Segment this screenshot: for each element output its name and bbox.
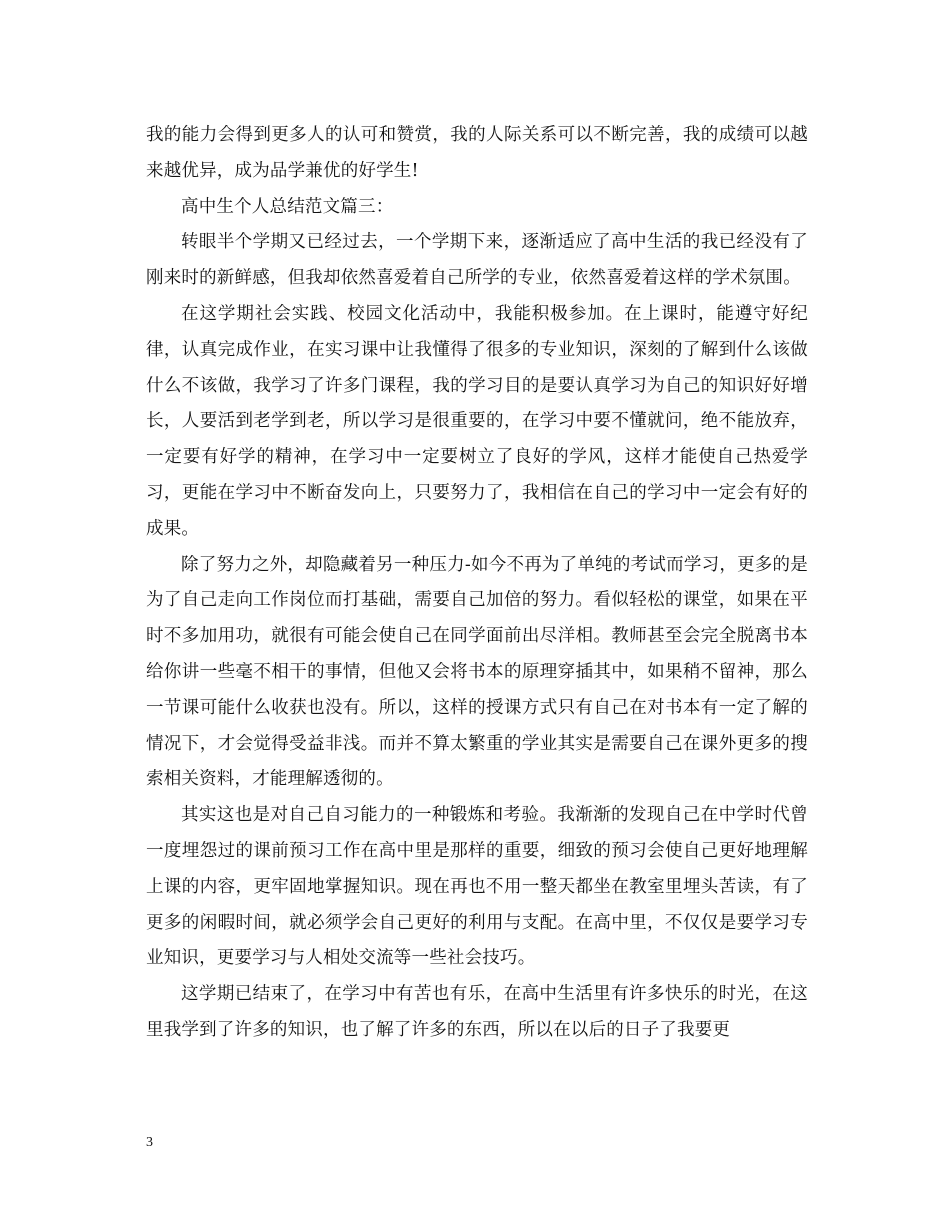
document-body xyxy=(146,118,808,1049)
page-number: 3 xyxy=(146,1135,153,1150)
paragraph: 转眼半个学期又已经过去，一个学期下来，逐渐适应了高中生活的我已经没有了刚来时的新鲜感，但我却依然喜爱着自己所学的专业，依然喜爱着这样的学术氛围。 xyxy=(146,232,808,289)
section-heading: 高中生个人总结范文篇三： xyxy=(181,196,394,217)
paragraph: 在这学期社会实践、校园文化活动中，我能积极参加。在上课时，能遵守好纪律，认真完成作业，在实习课中让我懂得了很多的专业知识，深刻的了解到什么该做什么不该做，我学习了许多门课程，我的学习目的是要认真学习为自己的知识好好增长，人要活到老学到老，所以学习是很重要的，在学习中要不懂就问，绝不能放弃，一定要有好学的精神，在学习中一定要树立了良好的学风，这样才能使自己热爱学习，更能在学习中不断奋发向上，只要努力了，我相信在自己的学习中一定会有好的成果。 xyxy=(146,303,808,539)
paragraph-continuation: 我的能力会得到更多人的认可和赞赏，我的人际关系可以不断完善，我的成绩可以越来越优异，成为品学兼优的好学生! xyxy=(146,125,808,181)
paragraph: 这学期已结束了，在学习中有苦也有乐，在高中生活里有许多快乐的时光，在这里我学到了许多的知识，也了解了许多的东西，所以在以后的日子了我要更 xyxy=(146,984,808,1040)
paragraph: 除了努力之外，却隐藏着另一种压力-如今不再为了单纯的考试而学习，更多的是为了自己走向工作岗位而打基础，需要自己加倍的努力。看似轻松的课堂，如果在平时不多加用功，就很有可能会使自己在同学面前出尽洋相。教师甚至会完全脱离书本给你讲一些毫不相干的事情，但他又会将书本的原理穿插其中，如果稍不留神，那么一节课可能什么收获也没有。所以，这样的授课方式只有自己在对书本有一定了解的情况下，才会觉得受益非浅。而并不算太繁重的学业其实是需要自己在课外更多的搜索相关资料，才能理解透彻的。 xyxy=(146,554,808,790)
paragraph: 其实这也是对自己自习能力的一种锻炼和考验。我渐渐的发现自己在中学时代曾一度埋怨过的课前预习工作在高中里是那样的重要，细致的预习会使自己更好地理解上课的内容，更牢固地掌握知识。现在再也不用一整天都坐在教室里埋头苦读，有了更多的闲暇时间，就必须学会自己更好的利用与支配。在高中里，不仅仅是要学习专业知识，更要学习与人相处交流等一些社会技巧。 xyxy=(146,805,808,969)
